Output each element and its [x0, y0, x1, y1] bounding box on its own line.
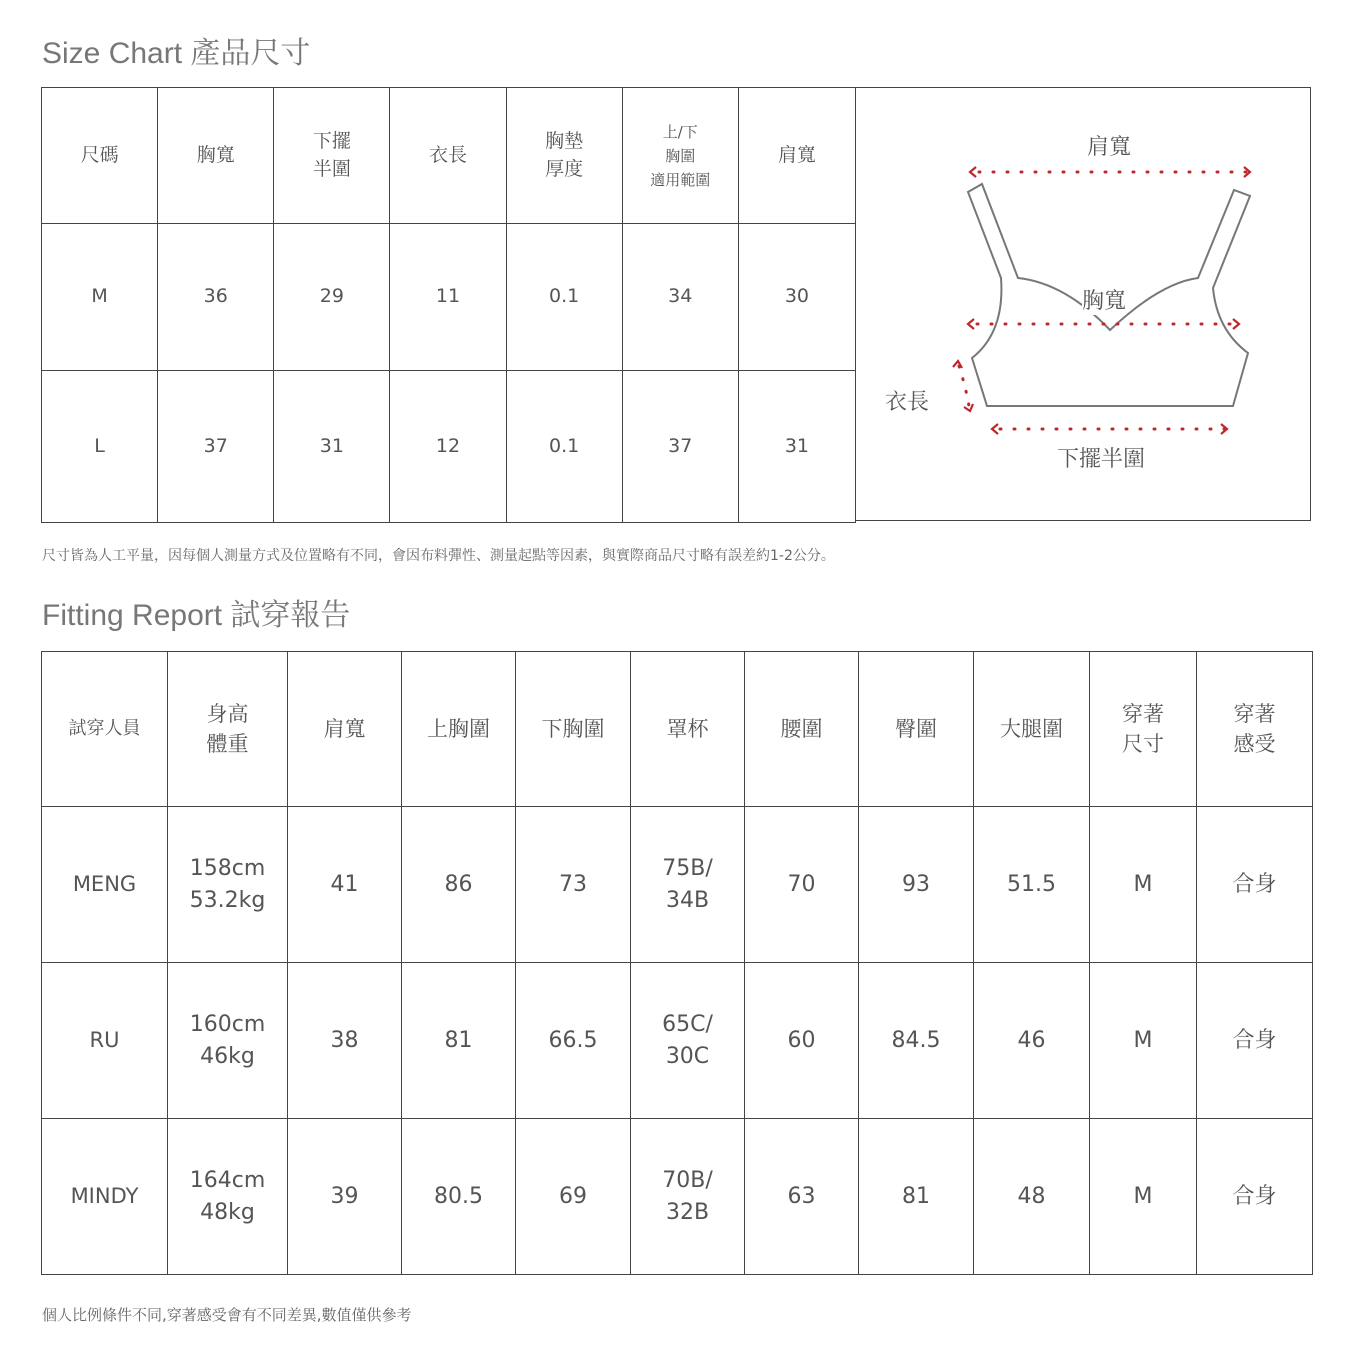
fitting-report-title: Fitting Report 試穿報告 [42, 599, 351, 632]
header-cell-pad-thickness [506, 88, 622, 224]
table-cell [1090, 807, 1197, 963]
header-text: 半圍 [312, 157, 351, 180]
shoulder-width-arrow [970, 167, 1250, 177]
table-cell: M [42, 224, 158, 371]
header-cell-cup [631, 652, 745, 807]
table-cell [745, 807, 859, 963]
header-cell-length [390, 88, 506, 224]
header-cell-height-weight [168, 652, 288, 807]
header-text: 尺碼 [80, 143, 119, 166]
cell-text: 80.5 [434, 1183, 483, 1209]
length-label: 衣長 [885, 390, 930, 415]
header-text: 適用範圍 [650, 170, 711, 189]
size-chart-table [41, 87, 856, 523]
cell-text: 73 [559, 871, 587, 897]
table-cell: 11 [390, 224, 506, 371]
table-cell [1197, 1119, 1313, 1275]
header-cell-under-bust [516, 652, 631, 807]
hem-width-label: 下擺半圍 [1057, 447, 1146, 472]
table-cell [859, 963, 974, 1119]
cell-text: 158cm [189, 855, 266, 881]
fitting-header-row [42, 652, 1313, 807]
cell-text: 84.5 [891, 1027, 941, 1053]
header-text: 體重 [206, 732, 249, 756]
header-cell-size [42, 88, 158, 224]
hem-width-arrow [992, 424, 1227, 434]
table-cell [402, 963, 516, 1119]
header-cell-shoulder-width [738, 88, 855, 224]
header-cell-thigh [974, 652, 1090, 807]
cell-text: 38 [330, 1027, 359, 1053]
cell-text: 48kg [200, 1199, 255, 1225]
header-text: 罩杯 [666, 716, 709, 741]
header-cell-bust-range [622, 88, 738, 224]
table-cell [168, 807, 288, 963]
table-cell: 34 [622, 224, 738, 371]
table-cell [631, 1119, 745, 1275]
table-cell [288, 1119, 402, 1275]
cell-text: 39 [330, 1183, 359, 1209]
header-text: 臀圍 [895, 716, 937, 741]
table-cell [1197, 807, 1313, 963]
table-cell [516, 963, 631, 1119]
header-text: 試穿人員 [68, 717, 141, 739]
table-cell [859, 807, 974, 963]
header-text: 厚度 [545, 157, 584, 180]
table-cell [168, 963, 288, 1119]
table-row [42, 1119, 1313, 1275]
header-cell-waist [745, 652, 859, 807]
table-cell [974, 963, 1090, 1119]
cell-text: 合身 [1232, 871, 1277, 897]
table-cell: 37 [622, 371, 738, 523]
cell-text: 93 [902, 871, 930, 897]
size-chart-title: Size Chart 產品尺寸 [42, 37, 311, 70]
header-text: 下擺 [312, 129, 351, 152]
header-text: 胸寬 [196, 143, 235, 166]
header-cell-fit-feel [1197, 652, 1313, 807]
table-cell [631, 807, 745, 963]
header-text: 上/下 [662, 122, 698, 141]
header-cell-tester [42, 652, 168, 807]
table-cell: 31 [274, 371, 390, 523]
cell-text: 75B/ [662, 855, 713, 881]
table-cell: 29 [274, 224, 390, 371]
table-cell: 12 [390, 371, 506, 523]
cell-text: M [1133, 1027, 1153, 1053]
table-cell [42, 1119, 168, 1275]
table-cell [516, 807, 631, 963]
cell-text: 48 [1017, 1183, 1046, 1209]
table-cell [168, 1119, 288, 1275]
cell-text: 65C/ [662, 1011, 713, 1037]
header-cell-worn-size [1090, 652, 1197, 807]
table-cell [974, 807, 1090, 963]
header-text: 上胸圍 [427, 716, 490, 741]
cell-text: 合身 [1232, 1027, 1277, 1053]
shoulder-width-label: 肩寬 [1087, 135, 1132, 160]
table-cell [516, 1119, 631, 1275]
table-cell [745, 1119, 859, 1275]
cell-text: 53.2kg [189, 887, 266, 913]
cell-text: 86 [444, 871, 473, 897]
cell-text: 63 [787, 1183, 816, 1209]
table-cell [745, 963, 859, 1119]
table-cell [288, 963, 402, 1119]
header-text: 衣長 [428, 143, 467, 166]
cell-text: 51.5 [1007, 871, 1056, 897]
table-cell [974, 1119, 1090, 1275]
cell-text: 66.5 [548, 1027, 598, 1053]
cell-text: MENG [72, 872, 137, 897]
table-cell [42, 807, 168, 963]
table-cell [402, 1119, 516, 1275]
size-row-m [42, 224, 856, 371]
cell-text: 41 [330, 871, 359, 897]
header-text: 腰圍 [780, 716, 823, 741]
header-text: 肩寬 [777, 143, 816, 166]
header-text: 大腿圍 [1000, 716, 1063, 741]
table-cell: 37 [158, 371, 274, 523]
cell-text: 70 [787, 871, 816, 897]
header-text: 下胸圍 [541, 716, 605, 741]
cell-text: 34B [665, 887, 710, 913]
header-text: 穿著 [1233, 701, 1276, 726]
table-cell [1090, 963, 1197, 1119]
table-cell: 0.1 [506, 224, 622, 371]
chest-width-arrow [968, 319, 1239, 329]
header-cell-hip [859, 652, 974, 807]
table-cell [288, 807, 402, 963]
cell-text: 60 [787, 1027, 816, 1053]
cell-text: 70B/ [662, 1167, 713, 1193]
header-cell-upper-bust [402, 652, 516, 807]
size-chart-note: 尺寸皆為人工平量，因每個人測量方式及位置略有不同，會因布料彈性、測量起點等因素，與實際商品尺寸略有誤差約1-2公分。 [42, 548, 835, 564]
table-cell: 31 [738, 371, 855, 523]
cell-text: RU [89, 1028, 120, 1053]
table-cell [42, 963, 168, 1119]
cell-text: 30C [665, 1043, 710, 1069]
table-cell [631, 963, 745, 1119]
bra-measurement-diagram [855, 87, 1311, 521]
header-cell-shoulder [288, 652, 402, 807]
header-cell-chest-width [158, 88, 274, 224]
cell-text: 81 [444, 1027, 473, 1053]
cell-text: M [1133, 1183, 1153, 1209]
header-text: 穿著 [1122, 701, 1164, 726]
fitting-report-note: 個人比例條件不同,穿著感受會有不同差異,數值僅供參考 [42, 1306, 412, 1324]
size-row-l [42, 371, 856, 523]
cell-text: 46 [1017, 1027, 1046, 1053]
table-row [42, 807, 1313, 963]
cell-text: MINDY [70, 1184, 139, 1209]
table-cell [1090, 1119, 1197, 1275]
fitting-report-table [41, 651, 1313, 1275]
table-cell: 30 [738, 224, 855, 371]
length-arrow [953, 361, 973, 411]
cell-text: 81 [902, 1183, 930, 1209]
cell-text: 164cm [189, 1167, 266, 1193]
table-cell: 36 [158, 224, 274, 371]
header-text: 胸墊 [545, 129, 584, 152]
cell-text: M [1133, 871, 1153, 897]
table-cell: L [42, 371, 158, 523]
header-text: 尺寸 [1122, 732, 1164, 756]
cell-text: 160cm [189, 1011, 266, 1037]
header-text: 感受 [1233, 732, 1276, 756]
table-row [42, 963, 1313, 1119]
size-chart-header-row [42, 88, 856, 224]
chest-width-label: 胸寬 [1082, 284, 1126, 315]
cell-text: 32B [665, 1199, 710, 1225]
table-cell [859, 1119, 974, 1275]
header-cell-hem-half [274, 88, 390, 224]
cell-text: 46kg [200, 1043, 255, 1069]
header-text: 肩寬 [323, 716, 366, 741]
cell-text: 69 [559, 1183, 587, 1209]
table-cell [1197, 963, 1313, 1119]
table-cell [402, 807, 516, 963]
header-text: 身高 [206, 701, 249, 726]
header-text: 胸圍 [665, 146, 696, 165]
cell-text: 合身 [1232, 1183, 1277, 1209]
table-cell: 0.1 [506, 371, 622, 523]
